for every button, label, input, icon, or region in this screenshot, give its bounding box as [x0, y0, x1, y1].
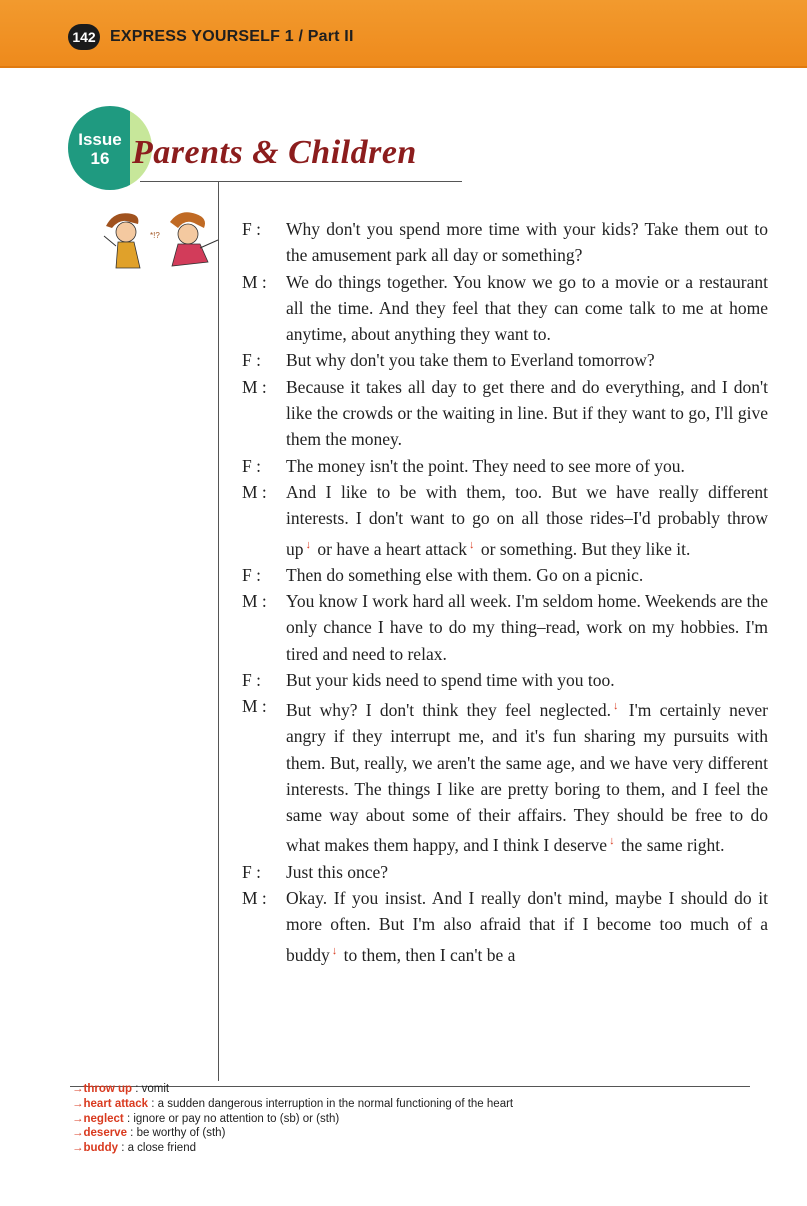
dialogue [240, 216, 768, 968]
speaker-label: M : [242, 590, 267, 611]
dialogue-line [240, 479, 768, 562]
glossary-definition: a sudden dangerous interruption in the normal functioning of the heart [154, 1097, 514, 1110]
dialogue-line [240, 374, 768, 453]
dialogue-text: Why don't you spend more time with your kids? Take them out to the amusement park all day or something? [286, 219, 768, 266]
glossary-term: deserve [83, 1127, 127, 1140]
person-right-figure [170, 212, 218, 266]
dialogue-text: the same right. [616, 835, 725, 856]
dialogue-text: But why? I don't think they feel neglected. [286, 700, 611, 720]
glossary-term: heart attack [83, 1097, 149, 1110]
glossary-separator: : [118, 1142, 125, 1155]
glossary-definition: be worthy of (sth) [133, 1127, 226, 1140]
glossary-marker-icon: ↓ [469, 538, 475, 551]
dialogue-text: Then do something else with them. Go on a picnic. [286, 564, 644, 585]
dialogue-line [240, 347, 768, 373]
speaker-label: F : [242, 455, 261, 476]
speaker-label: F : [242, 219, 261, 239]
glossary-item [72, 1112, 672, 1127]
illustration-two-people [100, 206, 220, 276]
page-number: 142 [68, 24, 100, 50]
dialogue-line [240, 667, 768, 693]
speaker-label: M : [242, 271, 267, 292]
speaker-label: M : [242, 376, 267, 397]
dialogue-text: I'm certainly never angry if they interrupt me, and it's fun sharing my pursuits with them. But, really, we aren't the same age, and we have very different interests. The things I like are pretty boring to them, and I feel the same way about some of their affairs. They should be free to do what makes them happy, and I think I deserve [286, 700, 769, 856]
arrow-icon: → [72, 1083, 84, 1095]
speaker-label: F : [242, 564, 261, 585]
speaker-label: M : [242, 887, 267, 908]
glossary-item [72, 1082, 672, 1097]
glossary-marker-icon: ↓ [305, 538, 311, 551]
title-underline [140, 181, 462, 182]
page-title: Parents & Children [132, 134, 417, 171]
issue-label [74, 130, 126, 168]
glossary [72, 1082, 672, 1156]
dialogue-line [240, 859, 768, 885]
glossary-item [72, 1097, 672, 1112]
dialogue-text: Just this once? [286, 861, 389, 882]
dialogue-text: Because it takes all day to get there and do everything, and I don't like the crowds or the waiting in line. But if they want to go, I'll give them the money. [286, 376, 768, 450]
glossary-term: neglect [83, 1112, 124, 1125]
dialogue-text: And I like to be with them, too. But we have really different interests. I don't want to go on all those rides–I'd probably throw up [286, 481, 768, 559]
dialogue-text: to them, then I can't be a [339, 944, 516, 965]
dialogue-line [240, 453, 768, 479]
person-left-figure [104, 213, 140, 268]
dialogue-line [240, 269, 768, 348]
arrow-icon: → [72, 1127, 84, 1140]
dialogue-text: You know I work hard all week. I'm seldom home. Weekends are the only chance I have to do my thing–read, work on my hobbies. I'm tired and need to relax. [286, 590, 768, 664]
glossary-term: throw up [83, 1083, 133, 1095]
speaker-label: M : [242, 696, 267, 717]
speaker-label: M : [242, 481, 267, 502]
issue-word: Issue [78, 130, 122, 149]
arrow-icon: → [72, 1097, 84, 1110]
glossary-item [72, 1126, 672, 1141]
dialogue-text: The money isn't the point. They need to see more of you. [286, 455, 685, 476]
dialogue-text: But your kids need to spend time with you too. [286, 669, 615, 690]
glossary-definition: a close friend [124, 1142, 196, 1155]
dialogue-line [240, 588, 768, 667]
dialogue-text: or something. But they like it. [476, 538, 691, 559]
dialogue-text: But why don't you take them to Everland tomorrow? [286, 350, 655, 371]
margin-divider [218, 181, 219, 1081]
glossary-separator: : [126, 1127, 134, 1140]
dialogue-text: Okay. If you insist. And I really don't mind, maybe I should do it more often. But I'm also afraid that if I become too much of a buddy [286, 887, 768, 965]
dialogue-line [240, 885, 768, 968]
dialogue-line [240, 216, 768, 269]
dialogue-line [240, 562, 768, 588]
glossary-definition: ignore or pay no attention to (sb) or (sth) [130, 1112, 340, 1125]
glossary-separator: : [123, 1112, 131, 1125]
glossary-term: buddy [83, 1142, 118, 1155]
dialogue-text: or have a heart attack [313, 538, 468, 559]
speaker-label: F : [242, 350, 261, 371]
arrow-icon: → [72, 1142, 84, 1155]
speaker-label: F : [242, 861, 261, 882]
issue-number: 16 [90, 149, 110, 168]
glossary-definition: vomit [138, 1083, 170, 1095]
glossary-marker-icon: ↓ [331, 944, 338, 957]
glossary-marker-icon: ↓ [609, 835, 615, 848]
arrow-icon: → [72, 1112, 84, 1125]
glossary-marker-icon: ↓ [613, 700, 619, 713]
dialogue-text: We do things together. You know we go to a movie or a restaurant all the time. And they feel that they can come talk to me at home anytime, about anything they want to. [286, 271, 768, 345]
dialogue-line [240, 693, 768, 858]
glossary-separator: : [148, 1097, 155, 1110]
glossary-item [72, 1141, 672, 1156]
speaker-label: F : [242, 669, 261, 690]
glossary-separator: : [132, 1083, 139, 1095]
book-title: EXPRESS YOURSELF 1 / Part II [110, 28, 354, 45]
svg-text:*!?: *!? [150, 231, 160, 240]
